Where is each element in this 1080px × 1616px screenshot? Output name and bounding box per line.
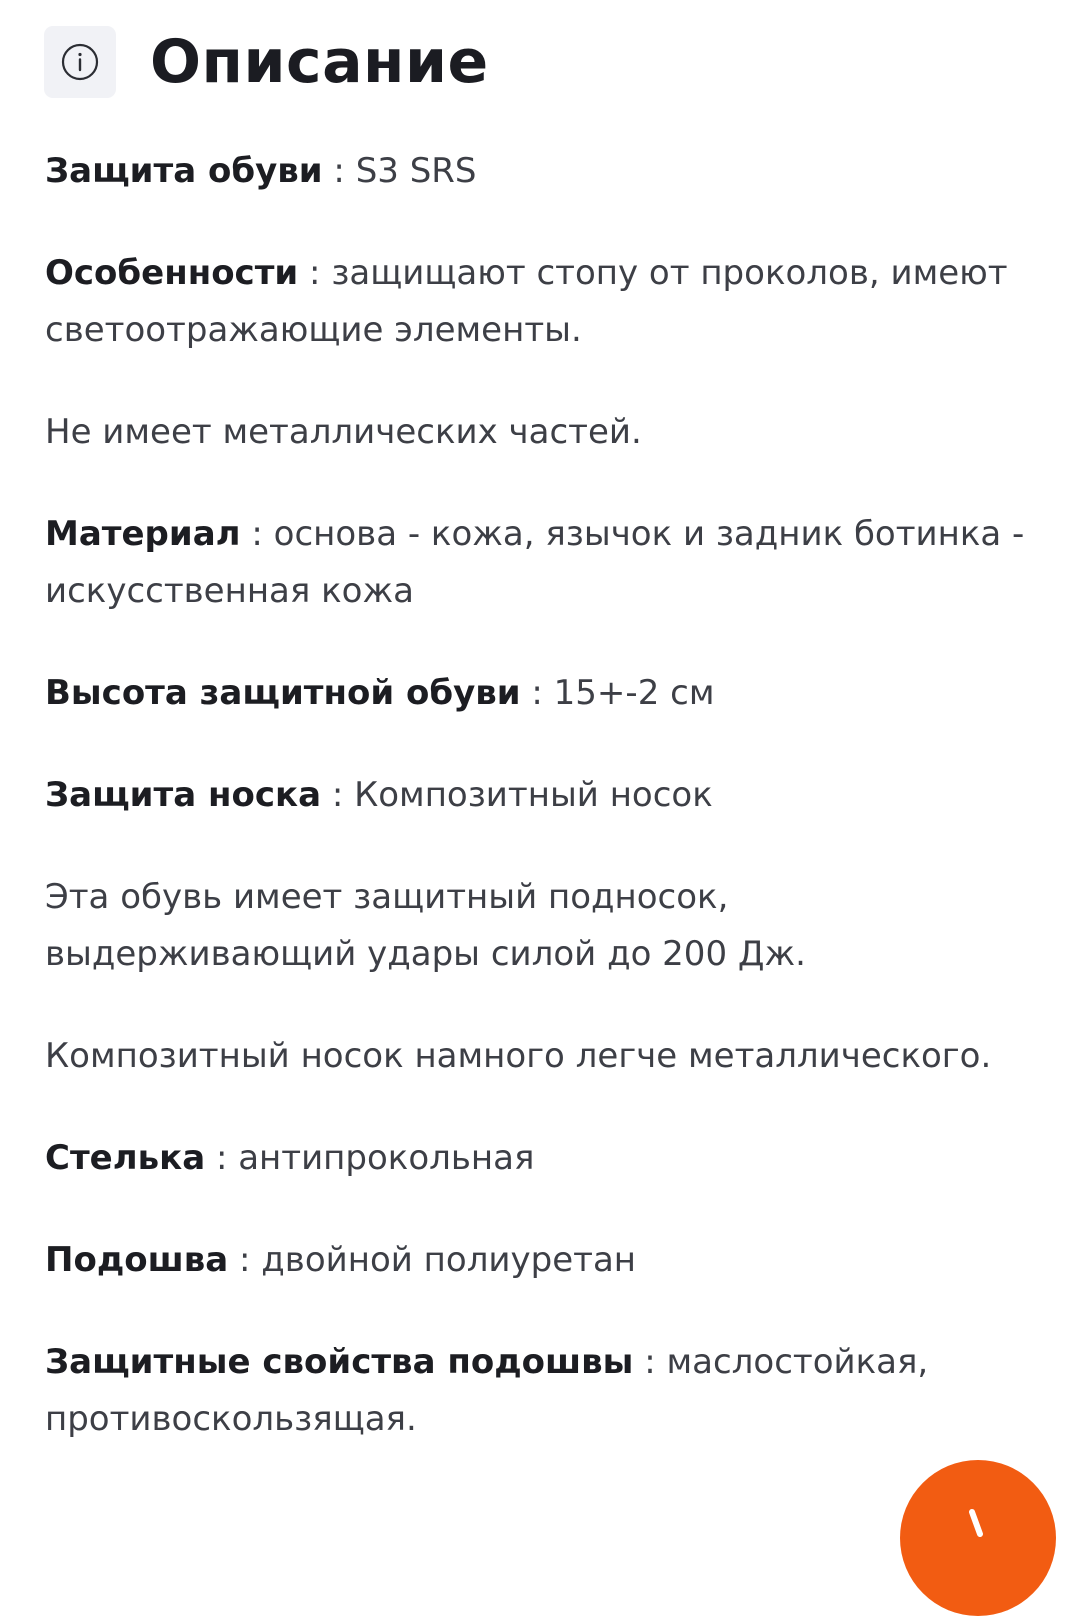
spec-height [45,665,1035,722]
description-text: Не имеет металлических частей. [45,412,642,452]
section-header [44,26,489,98]
spec-features [45,245,1035,359]
spec-toe-protection [45,767,1035,824]
spec-key: Подошва [45,1240,229,1280]
spec-separator: : [240,514,274,554]
chat-icon [958,1498,998,1538]
section-title: Описание [150,27,489,97]
info-circle-icon [60,42,100,82]
description-text: Композитный носок намного легче металлического. [45,1036,992,1076]
spec-key: Стелька [45,1138,206,1178]
spec-value: 15+-2 см [553,673,715,713]
description-content [45,143,1035,1493]
spec-key: Высота защитной обуви [45,673,521,713]
spec-separator: : [322,151,356,191]
spec-sole [45,1232,1035,1289]
spec-key: Защитные свойства подошвы [45,1342,634,1382]
spec-value: защищают стопу от проколов, имеют светоотражающие элементы. [45,253,1008,350]
spec-separator: : [298,253,332,293]
spec-material [45,506,1035,620]
spec-key: Особенности [45,253,299,293]
spec-separator: : [205,1138,239,1178]
chat-fab-button[interactable] [900,1460,1056,1616]
spec-value: Композитный носок [354,775,713,815]
spec-insole [45,1130,1035,1187]
spec-value: S3 SRS [355,151,477,191]
description-text: Эта обувь имеет защитный подносок, выдерживающий удары силой до 200 Дж. [45,877,806,974]
spec-value: антипрокольная [238,1138,535,1178]
info-icon-box [44,26,116,98]
spec-sole-properties [45,1334,1035,1448]
spec-value: маслостойкая, противоскользящая. [45,1342,929,1439]
spec-separator: : [321,775,355,815]
spec-value: двойной полиуретан [261,1240,637,1280]
spec-key: Материал [45,514,241,554]
spec-key: Защита носка [45,775,322,815]
spec-separator: : [633,1342,667,1382]
spec-separator: : [228,1240,262,1280]
spec-value: основа - кожа, язычок и задник ботинка - искусственная кожа [45,514,1025,611]
spec-shoe-protection [45,143,1035,200]
spec-separator: : [520,673,554,713]
spec-key: Защита обуви [45,151,323,191]
